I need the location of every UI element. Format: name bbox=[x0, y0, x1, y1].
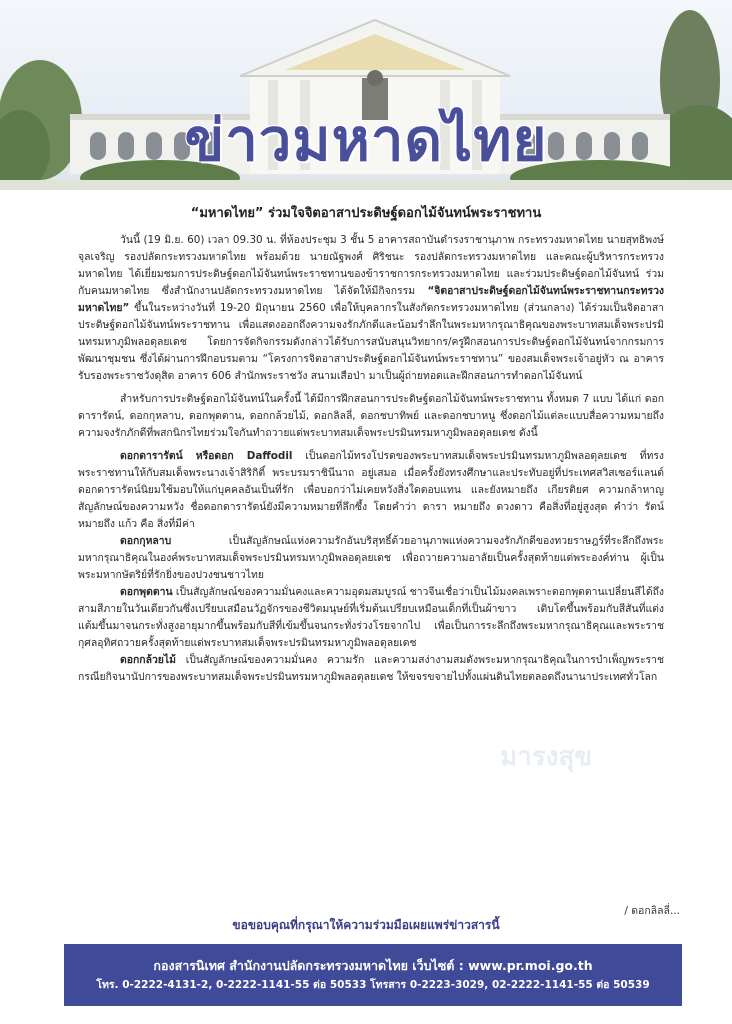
footer-office-website: กองสารนิเทศ สำนักงานปลัดกระทรวงมหาดไทย เว็บไซต์ : www.pr.moi.go.th bbox=[153, 958, 593, 973]
paragraph-orchid bbox=[78, 652, 664, 686]
paragraph-confederate-rose bbox=[78, 584, 664, 652]
news-headline: “มหาดไทย” ร่วมใจจิตอาสาประดิษฐ์ดอกไม้จันทน์พระราชทาน bbox=[190, 206, 542, 221]
paragraph-intro-part1: วันนี้ (19 มิ.ย. 60) เวลา 09.30 น. ที่ห้องประชุม 3 ชั้น 5 อาคารสถาบันดำรงราชานุภาพ กระทรวงมหาดไทย นายสุทธิพงษ์ จุลเจริญ รองปลัดกระทรวงมหาดไทย พร้อมด้วย นายณัฐพงศ์ ศิริชนะ รองปลัดกระทรวงมหาดไทย และคณะผู้บริหารกระทรวงมหาดไทย ได้เยี่ยมชมการประดิษฐ์ดอกไม้จันทน์พระราชทานของข้าราชการกระทรวงมหาดไทย และร่วมประดิษฐ์ดอกไม้จันทน์ ร่วมกับคนมหาดไทย ซึ่งสำนักงานปลัดกระทรวงมหาดไทย ได้จัดให้มีกิจกรรม bbox=[78, 234, 664, 297]
event-name: “จิตอาสาประดิษฐ์ดอกไม้จันทน์พระราชทานกระทรวงมหาดไทย” bbox=[78, 285, 664, 314]
header-banner bbox=[0, 0, 732, 190]
rose-lead: ดอกกุหลาบ bbox=[120, 535, 172, 547]
confederate-rose-lead: ดอกพุดตาน bbox=[120, 586, 173, 598]
paragraph-rose bbox=[78, 533, 664, 584]
rose-text: เป็นสัญลักษณ์แห่งความรักอันบริสุทธิ์ด้วยอานุภาพแห่งความจงรักภักดีของทวยราษฎร์ที่ระลึกถึงพระมหากรุณาธิคุณในองค์พระบาทสมเด็จพระปรมินทรมหาภูมิพลอดุลยเดช เพื่อถวายความอาลัยเป็นครั้งสุดท้ายแด่พระองค์ท่าน ผู้เป็นพระมหากษัตริย์ที่รักยิ่งของปวงชนชาวไทย bbox=[78, 535, 664, 581]
confederate-rose-text: เป็นสัญลักษณ์ของความมั่นคงและความอุดมสมบูรณ์ ชาวจีนเชื่อว่าเป็นไม้มงคลเพราะดอกพุดตานเปลี่ยนสีได้ถึงสามสีภายในวันเดียวกันซึ่งเปรียบเสมือนวัฏจักรของชีวิตมนุษย์ที่เริ่มต้นเปรียบเหมือนเด็กที่เป็นผ้าขาว เติบโตขึ้นพร้อมกับสีสันที่แต่งแต้มขึ้นมาจนกระทั่งสูงอายุมากขึ้นพร้อมกับสีที่เข้มขึ้นจนกระทั่งร่วงโรยจากไป เพื่อเป็นการระลึกถึงพระมหากรุณาธิคุณและพระราชกุศลอุทิศถวายครั้งสุดท้ายแด่พระบาทสมเด็จพระปรมินทรมหาภูมิพลอดุลยเดช bbox=[78, 586, 664, 649]
paragraph-daffodil bbox=[78, 448, 664, 533]
orchid-text: เป็นสัญลักษณ์ของความมั่นคง ความรัก และความสง่างามสมดังพระมหากรุณาธิคุณในการบำเพ็ญพระราชกรณียกิจนานัปการของพระบาทสมเด็จพระปรมินทรมหาภูมิพลอดุลยเดช ให้ขจรขจายไปทั้งแผ่นดินไทยตลอดถึงนานาประเทศทั่วโลก bbox=[78, 654, 664, 683]
footer-phone-fax: โทร. 0-2222-4131-2, 0-2222-1141-55 ต่อ 50533 โทรสาร 0-2223-3029, 02-2222-1141-55 ต่อ 50539 bbox=[96, 979, 650, 991]
footer-contact-bar bbox=[64, 944, 682, 1006]
paragraph-intro-part2: ขึ้นในระหว่างวันที่ 19-20 มิถุนายน 2560 เพื่อให้บุคลากรในสังกัดกระทรวงมหาดไทย (ส่วนกลาง) ได้ร่วมเป็นจิตอาสาประดิษฐ์ดอกไม้จันทน์พระราชทาน เพื่อแสดงออกถึงความจงรักภักดีและน้อมรำลึกในพระมหากรุณาธิคุณของพระบาทสมเด็จพระปรมินทรมหาภูมิพลอดุลยเดช โดยการจัดกิจกรรมดังกล่าวได้รับการสนับสนุนวิทยากร/ครูฝึกสอนการประดิษฐ์ดอกไม้จันทน์จากกรมการพัฒนาชุมชน ซึ่งได้ผ่านการฝึกอบรมตาม “โครงการจิตอาสาประดิษฐ์ดอกไม้จันทน์พระราชทาน” ของสมเด็จพระเจ้าอยู่หัว ณ อาคารรับรองพระราชวังดุสิต อาคาร 606 สำนักพระราชวัง สนามเสือป่า มาเป็นผู้ถ่ายทอดและฝึกสอนการทำดอกไม้จันทน์ bbox=[78, 302, 664, 382]
paragraph-intro bbox=[78, 232, 664, 385]
daffodil-lead: ดอกดารารัตน์ หรือดอก Daffodil bbox=[120, 450, 293, 462]
thanks-line: ขอขอบคุณที่กรุณาให้ความร่วมมือเผยแพร่ข่าวสารนี้ bbox=[232, 918, 500, 932]
article-body bbox=[78, 232, 664, 686]
masthead-title: ข่าวมหาดไทย bbox=[184, 106, 548, 174]
daffodil-text: เป็นดอกไม้ทรงโปรดของพระบาทสมเด็จพระปรมินทรมหาภูมิพลอดุลยเดช ที่ทรงพระราชทานให้กับสมเด็จพระนางเจ้าสิริกิติ์ พระบรมราชินีนาถ อยู่เสมอ เมื่อครั้งยังทรงศึกษาและประทับอยู่ที่ประเทศสวิสเซอร์แลนด์ ดอกดารารัตน์นิยมใช้มอบให้แก่บุคคลอันเป็นที่รัก เพื่อบอกว่าไม่เคยหวังสิ่งใดตอบแทน และยังหมายถึง เกียรติยศ ความกล้าหาญ สัญลักษณ์ของความหวัง ชื่อดอกดารารัตน์ยังมีความหมายที่ลึกซึ้ง โดยคำว่า ดารา หมายถึง ดวงดาว คือสิ่งที่อยู่สูงสุด คำว่า รัตน์ หมายถึง แก้ว คือ สิ่งที่มีค่า bbox=[78, 450, 664, 530]
paragraph-flower-types: สำหรับการประดิษฐ์ดอกไม้จันทน์ในครั้งนี้ ได้มีการฝึกสอนการประดิษฐ์ดอกไม้จันทน์พระราชทาน ทั้งหมด 7 แบบ ได้แก่ ดอกดารารัตน์, ดอกกุหลาบ, ดอกพุดตาน, ดอกกล้วยไม้, ดอกลิลลี่, ดอกชบาทิพย์ และดอกชบาหนู ซึ่งดอกไม้แต่ละแบบสื่อความหมายถึงความจงรักภักดีที่พสกนิกรไทยร่วมใจกันทำถวายแด่พระบาทสมเด็จพระปรมินทรมหาภูมิพลอดุลยเดช ดังนี้ bbox=[78, 393, 664, 439]
watermark-text: มารงสุข bbox=[500, 742, 593, 772]
continued-marker: / ดอกลิลลี่... bbox=[624, 905, 680, 917]
orchid-lead: ดอกกล้วยไม้ bbox=[120, 654, 176, 666]
